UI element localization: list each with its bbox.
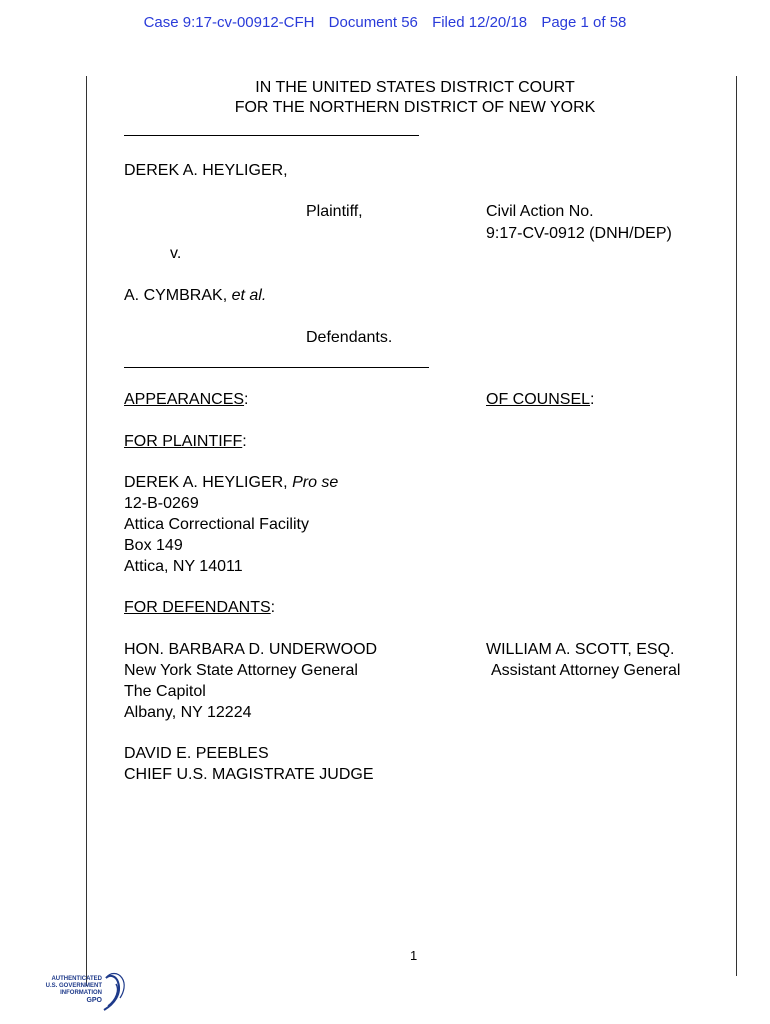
appearances-label: APPEARANCES — [124, 391, 245, 408]
for-plaintiff-label: FOR PLAINTIFF — [124, 433, 243, 450]
left-margin-line — [86, 76, 87, 986]
gpo-seal-text — [44, 976, 102, 1004]
for-defendants-label: FOR DEFENDANTS — [124, 599, 271, 616]
plaintiff-role: Plaintiff, — [306, 203, 363, 220]
plaintiff-name: DEREK A. HEYLIGER, — [124, 162, 288, 179]
civil-action-label: Civil Action No. — [486, 203, 594, 220]
header-filed: Filed 12/20/18 — [432, 14, 528, 31]
caption-top-rule — [124, 135, 419, 136]
civil-action-number: 9:17-CV-0912 (DNH/DEP) — [486, 225, 672, 242]
for-defendants-heading — [124, 598, 275, 618]
assistant-ag-name: WILLIAM A. SCOTT, ESQ. — [486, 641, 675, 658]
defendant-counsel-title: New York State Attorney General — [124, 662, 358, 679]
versus: v. — [170, 245, 182, 262]
judge-name: DAVID E. PEEBLES — [124, 745, 269, 762]
for-defendants-colon: : — [270, 599, 276, 616]
caption-bottom-rule — [124, 367, 429, 368]
plaintiff-city: Attica, NY 14011 — [124, 558, 243, 575]
plaintiff-address-name-text: DEREK A. HEYLIGER, — [124, 474, 288, 491]
defendant-counsel-city: Albany, NY 12224 — [124, 704, 252, 721]
for-plaintiff-colon: : — [242, 433, 247, 450]
gpo-logo-text: GPO — [86, 997, 102, 1004]
header-document: Document 56 — [328, 14, 418, 31]
assistant-ag-title: Assistant Attorney General — [491, 662, 681, 679]
gpo-authentication-seal — [44, 970, 128, 1018]
defendant-counsel-name: HON. BARBARA D. UNDERWOOD — [124, 641, 378, 658]
header-case: Case 9:17-cv-00912-CFH — [143, 14, 315, 31]
plaintiff-address-name — [124, 473, 338, 493]
plaintiff-id: 12-B-0269 — [124, 495, 199, 512]
header-page: Page 1 of 58 — [541, 14, 627, 31]
appearances-heading — [124, 390, 249, 410]
gpo-eagle-icon — [100, 970, 128, 1014]
of-counsel-colon: : — [590, 391, 595, 408]
gpo-line3: INFORMATION — [60, 990, 102, 996]
defendant-role: Defendants. — [306, 329, 393, 346]
for-plaintiff-heading — [124, 432, 247, 452]
gpo-line1: AUTHENTICATED — [51, 976, 102, 982]
court-title-line2: FOR THE NORTHERN DISTRICT OF NEW YORK — [234, 99, 596, 116]
page-number: 1 — [410, 948, 418, 963]
defendant-name-text: A. CYMBRAK, — [124, 287, 228, 304]
of-counsel-label: OF COUNSEL — [486, 391, 591, 408]
defendant-etal: et al. — [231, 287, 267, 304]
right-margin-line — [736, 76, 737, 976]
plaintiff-box: Box 149 — [124, 537, 183, 554]
filing-header — [0, 14, 770, 31]
gpo-line2: U.S. GOVERNMENT — [45, 983, 102, 989]
appearances-colon: : — [244, 391, 249, 408]
court-title-line1: IN THE UNITED STATES DISTRICT COURT — [255, 79, 575, 96]
of-counsel-heading — [486, 390, 594, 410]
plaintiff-facility: Attica Correctional Facility — [124, 516, 309, 533]
defendant-counsel-address: The Capitol — [124, 683, 206, 700]
judge-title: CHIEF U.S. MAGISTRATE JUDGE — [124, 766, 374, 783]
defendant-name — [124, 286, 266, 306]
plaintiff-prose: Pro se — [292, 474, 339, 491]
